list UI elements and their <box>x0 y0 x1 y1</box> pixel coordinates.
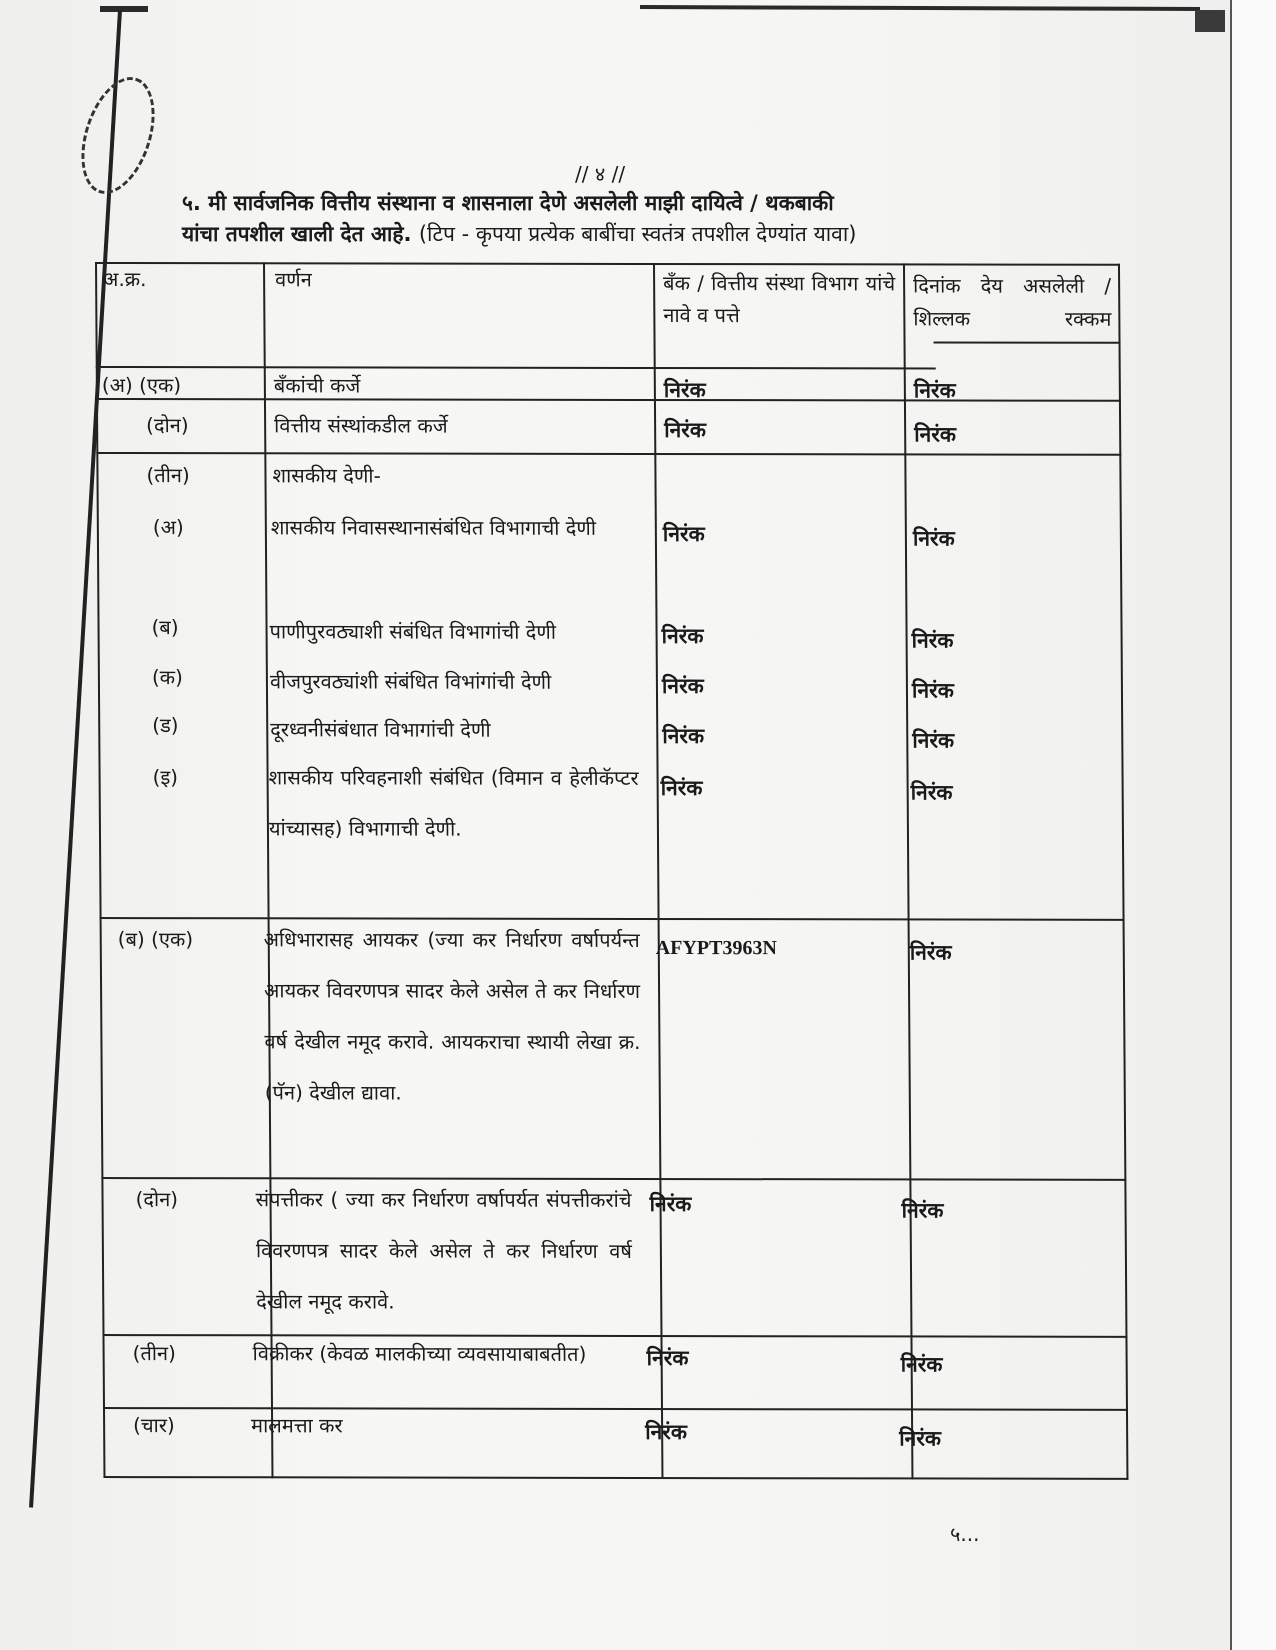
table-border-left <box>95 262 105 1478</box>
goi-stamp <box>68 68 168 203</box>
row-divider <box>96 398 1121 402</box>
row-divider <box>96 366 936 369</box>
row-description: विक्रीकर (केवळ मालकीच्या व्यवसायाबाबतीत) <box>252 1341 587 1366</box>
liabilities-table <box>95 262 1129 1504</box>
row-bank: निरंक <box>649 1191 692 1217</box>
col-divider <box>903 263 913 1479</box>
row-pan: AFYPT3963N <box>655 936 777 960</box>
row-serial: (अ) <box>152 515 184 540</box>
scan-corner-mark <box>1195 10 1225 32</box>
intro-line-2-text: यांचा तपशील खाली देत आहे. <box>182 222 412 246</box>
header-bank: बॅंक / वित्तीय संस्था विभाग यांचे नावे व पत्ते <box>663 270 896 328</box>
row-serial: (ब) <box>151 615 179 640</box>
row-amount: निरंक <box>900 1352 943 1377</box>
scan-edge-mark <box>640 5 1200 11</box>
row-description: वीजपुरवठ्यांशी संबंधित विभांगांची देणी <box>269 669 552 694</box>
row-description: संपत्तीकर ( ज्या कर निर्धारण वर्षापर्यत संपत्तीकरांचे विवरणपत्र सादर केले असेल ते कर निर्धारण वर्ष देखील नमूद करावे. <box>255 1187 632 1314</box>
header-amount: दिनांक देय असलेली / शिल्लक रक्कम <box>913 273 1112 331</box>
row-description: शासकीय परिवहनाशी संबंधित (विमान व हेलीकॅप्टर यांच्यासह) विभागाची देणी. <box>268 765 639 841</box>
scan-right-edge <box>1230 0 1276 1650</box>
intro-line-1: ५. मी सार्वजनिक वित्तीय संस्थाना व शासनाला देणे असलेली माझी दायित्वे / थकबाकी <box>182 191 834 215</box>
row-divider <box>103 1407 1128 1411</box>
row-divider <box>96 452 1121 456</box>
row-bank: निरंक <box>662 724 705 749</box>
intro-note: (टिप - कृपया प्रत्येक बाबींचा स्वतंत्र तपशील देण्यांत यावा) <box>418 222 857 246</box>
row-serial: (तीन) <box>146 463 190 488</box>
row-serial: (क) <box>151 665 183 690</box>
row-bank: निरंक <box>646 1345 689 1371</box>
page-number: // ४ // <box>575 162 626 186</box>
row-serial: (तीन) <box>132 1341 176 1366</box>
row-description: शासकीय देणी- <box>272 463 381 488</box>
row-amount: निरंक <box>901 1198 944 1223</box>
row-serial: (दोन) <box>135 1187 179 1212</box>
table-border-bottom <box>103 1476 1128 1480</box>
row-description: पाणीपुरवठ्याशी संबंधित विभागांची देणी <box>269 619 557 644</box>
stamp-pin-top <box>100 6 148 12</box>
table-border-right <box>1118 264 1128 1480</box>
row-serial: (अ) (एक) <box>101 373 182 398</box>
row-serial: (चार) <box>133 1413 175 1438</box>
row-bank: निरंक <box>664 417 707 443</box>
row-description: बॅंकांची कर्जे <box>273 373 361 398</box>
row-serial: (ड) <box>152 713 179 738</box>
continuation-marker: ५... <box>950 1522 980 1546</box>
row-amount: निरंक <box>911 628 954 653</box>
row-description: शासकीय निवासस्थानासंबंधित विभागाची देणी <box>270 515 597 540</box>
header-serial: अ.क्र. <box>103 267 147 292</box>
row-amount: निरंक <box>899 1426 942 1451</box>
row-bank: निरंक <box>661 623 704 649</box>
row-bank: निरंक <box>660 775 703 801</box>
row-amount: निरंक <box>914 422 957 447</box>
row-description: मालमत्ता कर <box>251 1413 343 1438</box>
row-bank: निरंक <box>663 377 706 403</box>
row-amount: निरंक <box>911 678 954 703</box>
row-amount: निरंक <box>909 940 952 965</box>
row-amount: निरंक <box>913 378 956 403</box>
row-description: अधिभारासह आयकर (ज्या कर निर्धारण वर्षापर्यन्त आयकर विवरणपत्र सादर केले असेल ते कर निर्धारण वर्ष देखील नमूद करावे. आयकराचा स्थायी लेखा क्र. (पॅन) देखील द्यावा. <box>263 927 641 1105</box>
row-bank: निरंक <box>662 521 705 547</box>
row-description: दूरध्वनीसंबंधात विभागांची देणी <box>270 717 491 742</box>
row-bank: निरंक <box>661 673 704 699</box>
header-description: वर्णन <box>275 267 312 292</box>
row-amount: निरंक <box>912 526 955 551</box>
table-border-top <box>95 262 1120 266</box>
row-serial: (ब) (एक) <box>117 927 194 952</box>
row-description: वित्तीय संस्थांकडील कर्जे <box>274 413 448 438</box>
row-serial: (दोन) <box>146 413 189 438</box>
row-amount: निरंक <box>912 728 955 753</box>
row-divider <box>102 1334 1127 1338</box>
intro-line-2 <box>182 219 1052 250</box>
section-intro <box>182 188 1052 250</box>
row-serial: (इ) <box>152 765 179 790</box>
row-bank: निरंक <box>645 1419 688 1445</box>
col-divider <box>653 263 663 1479</box>
row-amount: निरंक <box>910 780 953 805</box>
row-divider <box>934 341 1121 343</box>
